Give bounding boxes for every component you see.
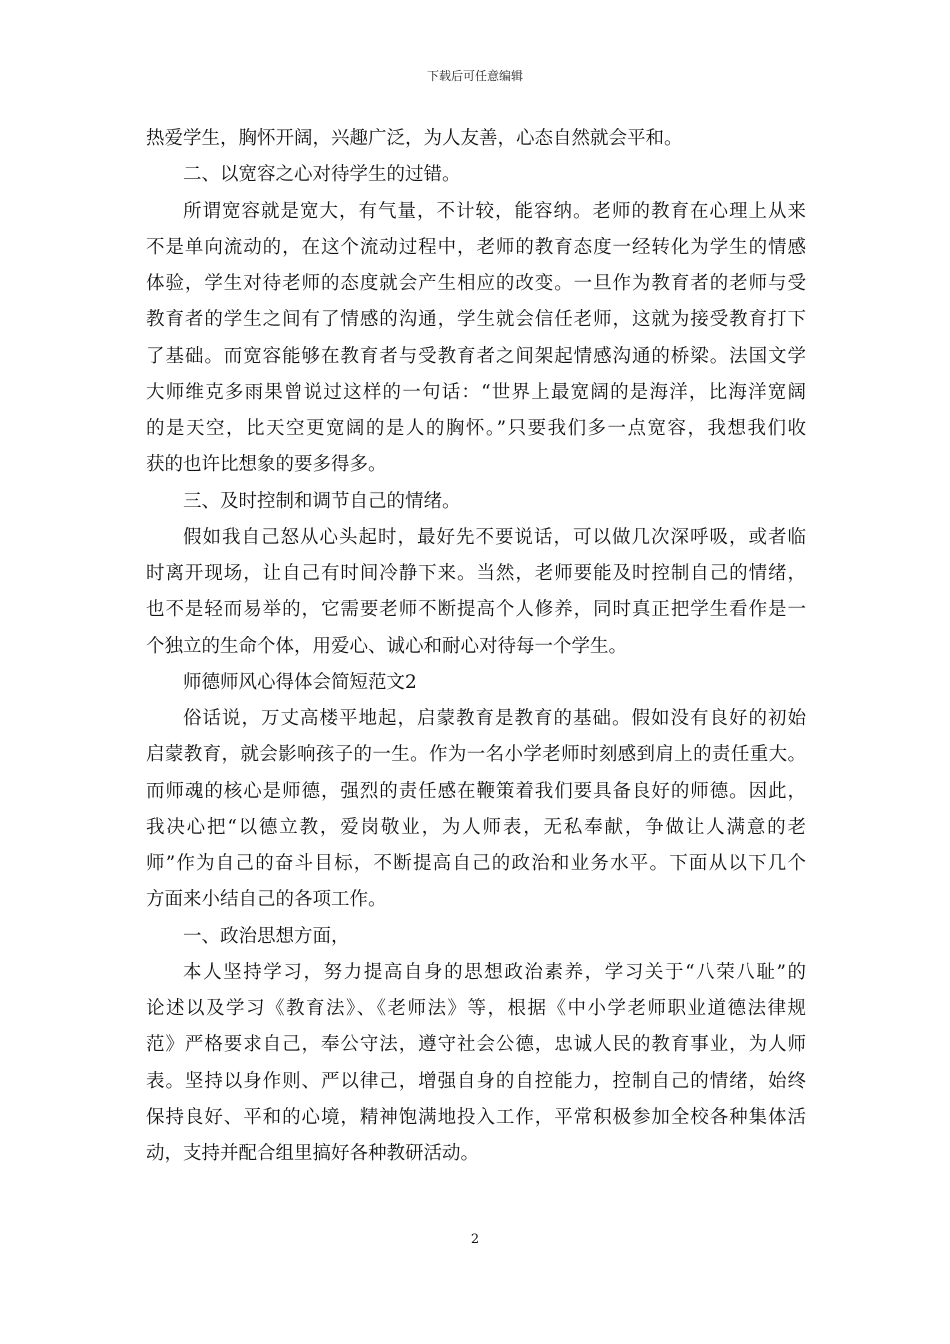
paragraph-line: 动，支持并配合组里搞好各种教研活动。: [146, 1143, 480, 1164]
paragraph-line: 个独立的生命个体，用爱心、诚心和耐心对待每一个学生。: [146, 635, 628, 657]
paragraph-line: 不是单向流动的，在这个流动过程中，老师的教育态度一经转化为学生的情感: [146, 236, 806, 258]
paragraph-line: 论述以及学习《教育法》、《老师法》等，根据《中小学老师职业道德法律规: [146, 998, 806, 1019]
paragraph-line: 范》严格要求自己，奉公守法，遵守社会公德，忠诚人民的教育事业，为人师: [146, 1034, 806, 1056]
paragraph-line: 俗话说，万丈高楼平地起，启蒙教育是教育的基础。假如没有良好的初始: [183, 708, 806, 729]
paragraph-line: 所谓宽容就是宽大，有气量，不计较，能容纳。老师的教育在心理上从来: [183, 200, 806, 222]
paragraph-line: 保持良好、平和的心境，精神饱满地投入工作，平常积极参加全校各种集体活: [146, 1106, 806, 1128]
page-number: 2: [470, 1232, 480, 1247]
paragraph-line: 热爱学生，胸怀开阔，兴趣广泛，为人友善，心态自然就会平和。: [146, 128, 683, 149]
article-title: 师德师风心得体会简短范文2: [183, 671, 417, 693]
paragraph-line: 方面来小结自己的各项工作。: [146, 889, 387, 911]
paragraph-line: 师”作为自己的奋斗目标，不断提高自己的政治和业务水平。下面从以下几个: [146, 853, 806, 874]
paragraph-line: 假如我自己怒从心头起时，最好先不要说话，可以做几次深呼吸，或者临: [183, 526, 806, 548]
section-heading: 一、政治思想方面，: [183, 925, 350, 947]
document-body: [146, 121, 806, 1172]
paragraph-line: 本人坚持学习，努力提高自身的思想政治素养，学习关于“八荣八耻”的: [183, 961, 806, 983]
paragraph-line: 时离开现场，让自己有时间冷静下来。当然，老师要能及时控制自己的情绪，: [146, 563, 806, 584]
paragraph-line: 表。坚持以身作则、严以律己，增强自身的自控能力，控制自己的情绪，始终: [146, 1070, 806, 1092]
page-header: 下载后可任意编辑: [426, 69, 523, 83]
paragraph-line: 我决心把“以德立教，爱岗敬业，为人师表，无私奉献，争做让人满意的老: [146, 816, 806, 838]
paragraph-line: 教育者的学生之间有了情感的沟通，学生就会信任老师，这就为接受教育打下: [146, 309, 806, 331]
paragraph-line: 的是天空，比天空更宽阔的是人的胸怀。”只要我们多一点宽容，我想我们收: [146, 418, 806, 439]
section-heading: 二、以宽容之心对待学生的过错。: [183, 164, 461, 186]
section-heading: 三、及时控制和调节自己的情绪。: [183, 490, 461, 512]
paragraph-line: 了基础。而宽容能够在教育者与受教育者之间架起情感沟通的桥梁。法国文学: [146, 345, 806, 367]
paragraph-line: 获的也许比想象的要多得多。: [146, 454, 387, 476]
paragraph-line: 也不是轻而易举的，它需要老师不断提高个人修养，同时真正把学生看作是一: [146, 599, 806, 621]
paragraph-line: 体验，学生对待老师的态度就会产生相应的改变。一旦作为教育者的老师与受: [146, 273, 806, 294]
paragraph-line: 大师维克多雨果曾说过这样的一句话：“世界上最宽阔的是海洋，比海洋宽阔: [146, 381, 806, 403]
paragraph-line: 启蒙教育，就会影响孩子的一生。作为一名小学老师时刻感到肩上的责任重大。: [146, 744, 806, 766]
paragraph-line: 而师魂的核心是师德，强烈的责任感在鞭策着我们要具备良好的师德。因此，: [146, 780, 806, 802]
